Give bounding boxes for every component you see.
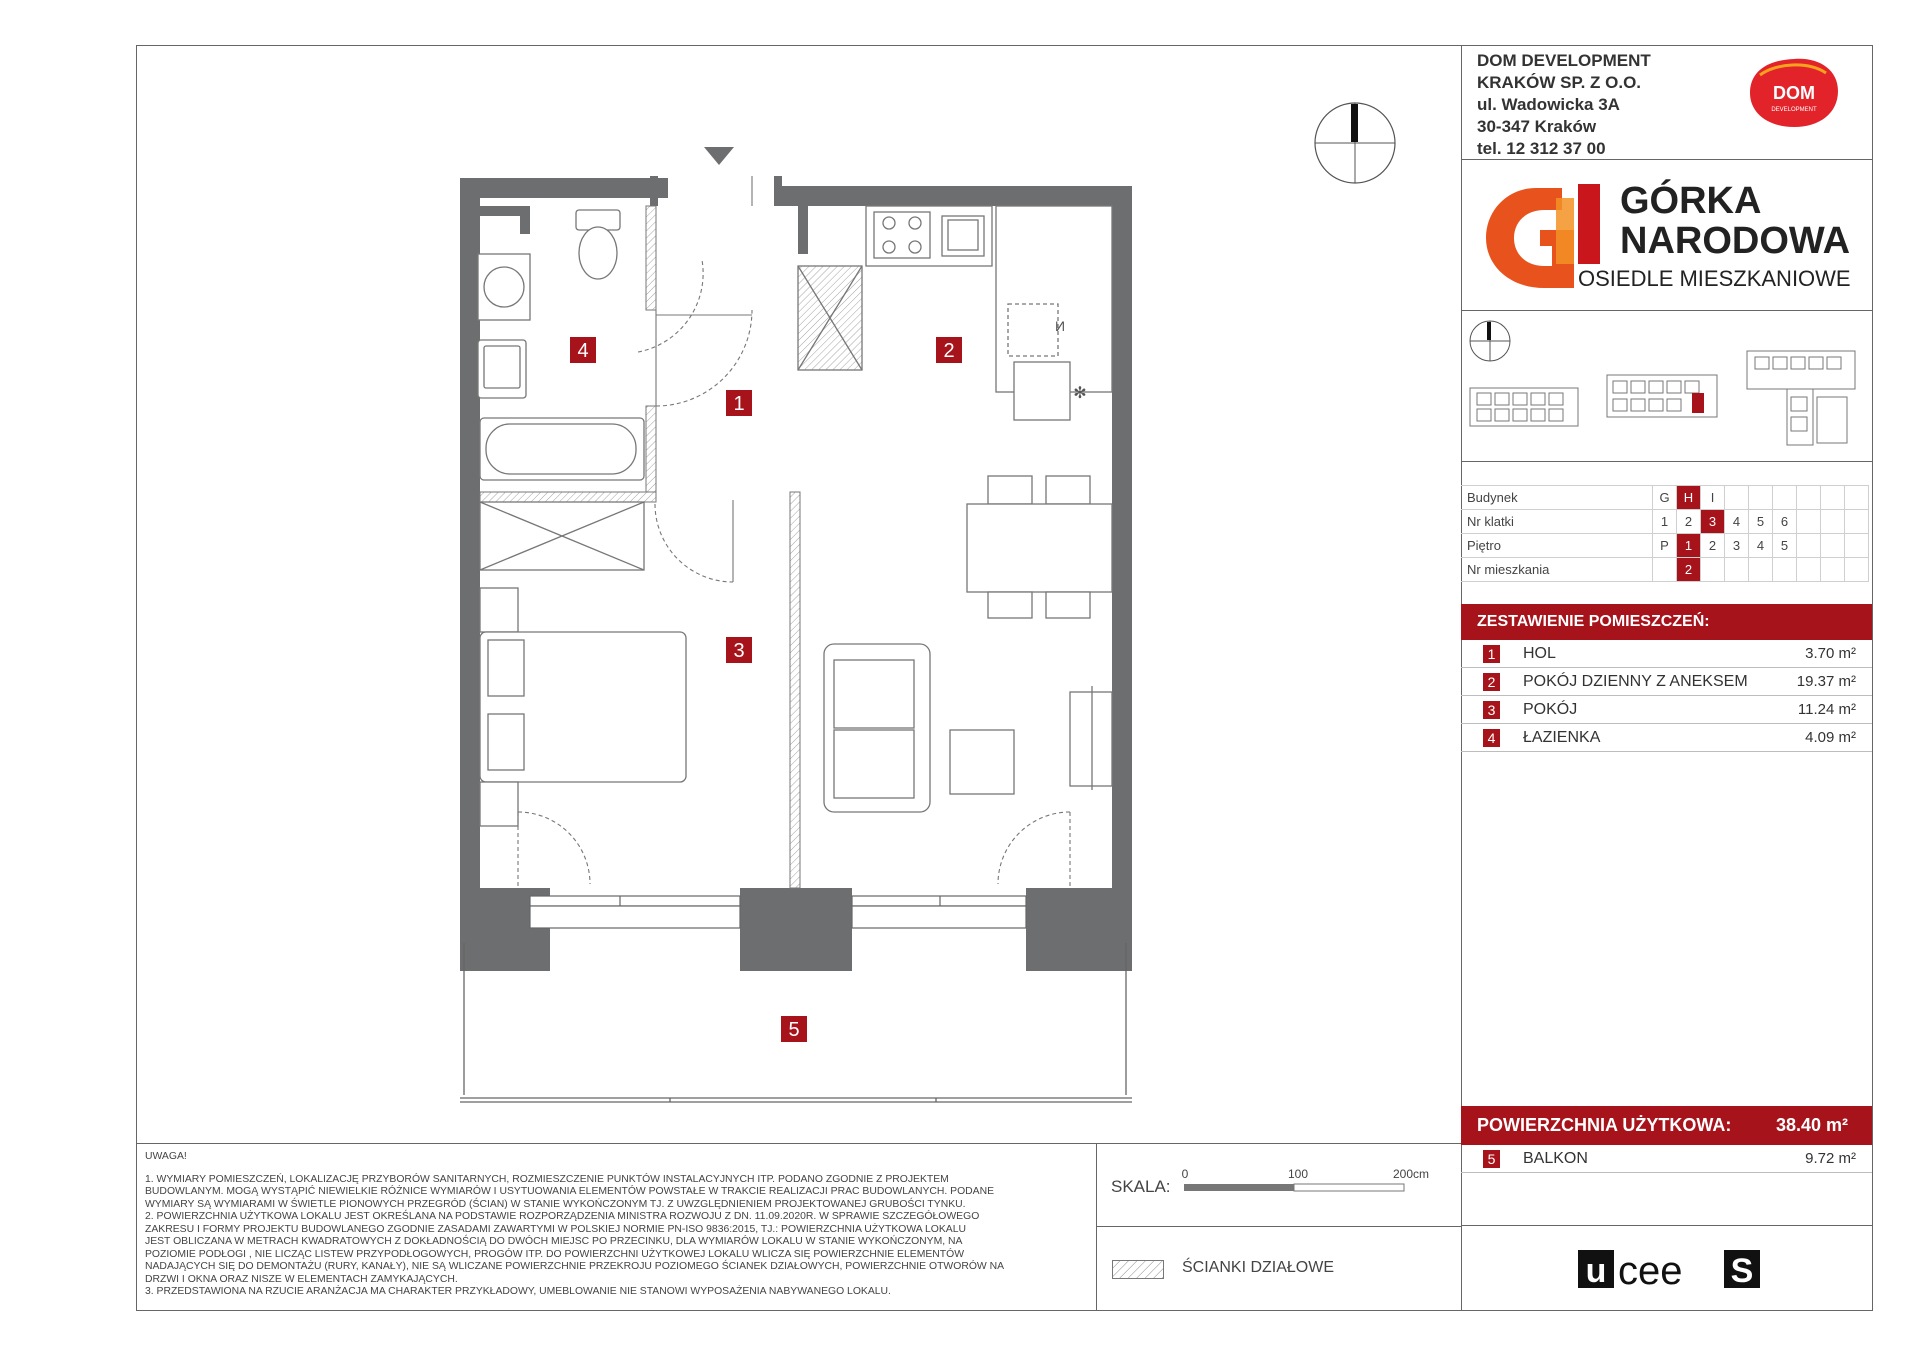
balcony-area: 9.72 m² [1805,1150,1856,1167]
entrance-arrow-icon [704,147,734,165]
location-row [1461,558,1869,582]
location-row [1461,486,1869,510]
location-cell [1845,558,1869,582]
panel-divider [1096,1143,1097,1311]
location-cell: 1 [1677,534,1701,558]
company-line: tel. 12 312 37 00 [1477,139,1606,158]
company-line: DOM DEVELOPMENT [1477,51,1651,70]
location-cell: 3 [1725,534,1749,558]
balcony-number: 5 [1483,1150,1500,1168]
room-number: 3 [1483,701,1500,719]
logo-subtext: DEVELOPMENT [1771,107,1817,113]
panel-divider [136,1143,1461,1144]
panel-divider [1096,1226,1461,1227]
scale-tick-label: 200cm [1392,1167,1430,1181]
scale-tick-label: 100 [1287,1167,1309,1181]
room-number: 1 [1483,645,1500,663]
svg-text:cee: cee [1618,1249,1683,1292]
partition-wall-hatch-icon [1112,1260,1164,1280]
note-item: 1. WYMIARY POMIESZCZEŃ, LOKALIZACJĘ PRZYBORÓW SANITARNYCH, ROZMIESZCZENIE PUNKTÓW INSTALACYJNYCH ITP. PODANO ZGODNIE Z PROJEKTEM BUDOWLANYM. MOGĄ WYSTĄPIĆ NIEWIELKIE RÓŻNICE WYMIARÓW I USYTUOWANIA ELEMENTÓW POWSTAŁE W TRAKCIE REALIZACJI PRAC BUDOWLANYCH. PODANE WYMIARY SĄ WYMIARAMI W ŚWIETLE PIONOWYCH PRZEGRÓD (ŚCIAN) W STANIE WYKOŃCZONYM TJ. Z UWZGLĘDNIENIEM PROJEKTOWANEJ GRUBOŚCI TYNKU. [145,1173,995,1210]
notes-title: UWAGA! [145,1151,187,1162]
location-cell: P [1653,534,1677,558]
room-label: 1 [733,393,745,415]
location-cell [1725,486,1749,510]
location-cell [1773,486,1797,510]
location-cell [1797,558,1821,582]
location-cell [1845,534,1869,558]
room-label: 2 [943,340,955,362]
location-cell [1725,558,1749,582]
location-cell [1701,558,1725,582]
washer-icon: ✻ [1073,385,1087,402]
room-row [1461,724,1872,752]
location-row [1461,534,1869,558]
logo-text: DOM [1773,83,1815,103]
location-cell: G [1653,486,1677,510]
location-cell [1797,510,1821,534]
location-cell [1797,534,1821,558]
location-cell: 4 [1749,534,1773,558]
room-name: HOL [1523,645,1556,662]
scale-label: SKALA: [1111,1177,1171,1196]
location-cell [1845,486,1869,510]
panel-divider [1461,1225,1872,1226]
company-line: ul. Wadowicka 3A [1477,95,1620,114]
note-item: 3. PRZEDSTAWIONA NA RZUCIE ARANŻACJA MA CHARAKTER PRZYKŁADOWY, UMEBLOWANIE NIE STANOWI WYPOSAŻENIA NABYWANEGO LOKALU. [145,1286,891,1297]
location-cell: 1 [1653,510,1677,534]
dining-set [967,476,1112,618]
location-row-label: Budynek [1461,486,1653,510]
room-name: ŁAZIENKA [1523,729,1601,746]
project-name-line2: NARODOWA [1620,220,1851,262]
location-cell [1773,558,1797,582]
apartment-location-marker [1692,393,1704,413]
company-address [1477,50,1651,160]
location-cell: 3 [1701,510,1725,534]
location-cell [1749,486,1773,510]
living-furniture [824,644,1112,812]
location-table [1461,485,1869,582]
building-plan-3 [1747,351,1855,445]
key-plan [1465,313,1865,458]
room-name: POKÓJ DZIENNY Z ANEKSEM [1523,673,1748,690]
company-line: 30-347 Kraków [1477,117,1597,136]
bathroom-fixtures [478,210,644,570]
rooms-header: ZESTAWIENIE POMIESZCZEŃ: [1461,604,1872,640]
scale-tick-label: 0 [1181,1167,1189,1181]
location-cell: 2 [1677,558,1701,582]
location-cell [1653,558,1677,582]
gorka-narodowa-logo [1482,178,1862,298]
note-item: 2. POWIERZCHNIA UŻYTKOWA LOKALU JEST OKREŚLANA NA PODSTAWIE ROZPORZĄDZENIA MINISTRA ROZWOJU Z DN. 11.09.2020R. W SPRAWIE SZCZEGÓŁOWEGO ZAKRESU I FORMY PROJEKTU BUDOWLANEGO ZGODNIE ZASADAMI ZAWARTYMI W POLSKIEJ NORMIE PN-ISO 9836:2015, TJ.: POWIERZCHNIA UŻYTKOWA LOKALU JEST OBLICZANA W METRACH KWADRATOWYCH Z DOKŁADNOŚCIĄ DO DWÓCH MIEJSC PO PRZECINKU, DLA WYMIARÓW LOKALU W STANIE WYKOŃCZONYM, NA POZIOMIE PODŁOGI , NIE LICZĄC LISTEW PRZYPODŁOGOWYCH, PROGÓW ITP. DO POWIERZCHNI UŻYTKOWEJ LOKALU WLICZA SIĘ POWIERZCHNIE ELEMENTÓW NADAJĄCYCH SIĘ DO DEMONTAŻU (RURY, KANAŁY), NIE SĄ WLICZANE POWIERZCHNIE PRZEKROJU POZIOMEGO ŚCIANEK DZIAŁOWYCH, POWIERZCHNIE OTWORÓW NA DRZWI I OKNA ORAZ NISZE W ELEMENTACH ZAMYKAJĄCYCH. [145,1211,1005,1285]
location-cell [1821,510,1845,534]
location-cell: 5 [1773,534,1797,558]
location-cell [1797,486,1821,510]
location-cell: 2 [1677,510,1701,534]
location-row [1461,510,1869,534]
panel-divider [1461,310,1872,311]
room-row [1461,640,1872,668]
scale-bar [1178,1166,1438,1196]
location-cell: 4 [1725,510,1749,534]
ucees-logo [1578,1248,1764,1292]
panel-divider [1461,461,1872,462]
building-plan-1 [1470,388,1578,426]
svg-text:S: S [1730,1252,1754,1290]
balcony-row [1461,1145,1872,1173]
room-area: 4.09 m² [1805,729,1856,746]
location-cell: I [1701,486,1725,510]
room-row [1461,668,1872,696]
location-cell: 5 [1749,510,1773,534]
project-subtitle: OSIEDLE MIESZKANIOWE [1578,266,1851,291]
room-area: 11.24 m² [1797,701,1856,718]
compass-small-icon [1470,321,1510,361]
room-label: 3 [733,640,745,662]
room-name: POKÓJ [1523,701,1578,718]
location-cell: H [1677,486,1701,510]
location-cell [1821,486,1845,510]
usable-area-label: POWIERZCHNIA UŻYTKOWA: [1477,1115,1732,1135]
location-cell [1821,558,1845,582]
location-row-label: Piętro [1461,534,1653,558]
location-cell: 2 [1701,534,1725,558]
location-cell [1845,510,1869,534]
floor-plan [440,140,1140,1110]
location-cell [1821,534,1845,558]
dom-development-logo [1746,55,1842,131]
room-area: 19.37 m² [1796,673,1856,690]
room-number: 4 [1483,729,1500,747]
compass-icon [1312,100,1398,186]
legend-label: ŚCIANKI DZIAŁOWE [1182,1259,1335,1276]
room-row [1461,696,1872,724]
usable-area-value: 38.40 m² [1775,1115,1848,1135]
location-row-label: Nr mieszkania [1461,558,1653,582]
location-cell: 6 [1773,510,1797,534]
room-number: 2 [1483,673,1500,691]
usable-area-bar [1461,1106,1872,1145]
notes [145,1151,1085,1299]
project-name-line1: GÓRKA [1620,180,1762,222]
fridge-icon: И [1054,318,1066,334]
location-cell [1749,558,1773,582]
room-area: 3.70 m² [1805,645,1856,662]
location-row-label: Nr klatki [1461,510,1653,534]
bedroom-furniture [480,588,686,826]
room-label: 5 [788,1019,800,1041]
company-line: KRAKÓW SP. Z O.O. [1477,73,1642,92]
svg-text:u: u [1585,1252,1607,1290]
balcony-name: BALKON [1523,1150,1588,1167]
room-label: 4 [577,340,589,362]
